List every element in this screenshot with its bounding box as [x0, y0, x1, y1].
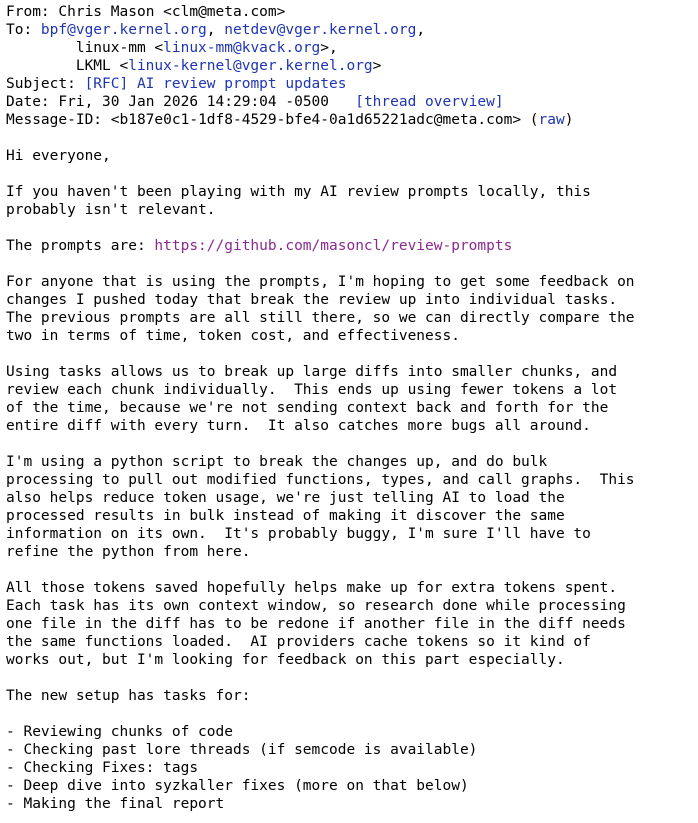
to-separator: , — [416, 22, 426, 38]
date-value: Fri, 30 Jan 2026 14:29:04 -0500 — [58, 94, 330, 110]
paragraph-3: Using tasks allows us to break up large diffs into smaller chunks, and review each chunk individually. This ends up using fewer tokens a lot of the time, because we're not sending context back and forth for the entire diff with every turn. It also catches more bugs all around. — [6, 364, 618, 434]
task-list-item: - Reviewing chunks of code — [6, 724, 233, 740]
to-link-bpf[interactable]: bpf@vger.kernel.org — [40, 22, 207, 38]
date-label: Date: — [6, 94, 59, 110]
raw-close-paren: ) — [564, 112, 574, 128]
to-link-netdev[interactable]: netdev@vger.kernel.org — [224, 22, 417, 38]
paragraph-4: I'm using a python script to break the changes up, and do bulk processing to pull out modified functions, types, and call graphs. This also helps reduce token usage, we're just telling AI to load the processed results in bulk instead of making it discover the same information on its own. It's probably buggy, I'm sure I'll have to refine the python from here. — [6, 454, 635, 560]
paragraph-1: If you haven't been playing with my AI review prompts locally, this probably isn't relevant. — [6, 184, 591, 218]
raw-open-paren: ( — [521, 112, 539, 128]
prompts-prefix: The prompts are: — [6, 238, 155, 254]
to-link-linux-mm[interactable]: linux-mm@kvack.org — [163, 40, 321, 56]
date-gap — [329, 94, 355, 110]
subject-link[interactable]: [RFC] AI review prompt updates — [84, 76, 347, 92]
message-id-value: <b187e0c1-1df8-4529-bfe4-0a1d65221adc@meta.com> — [110, 112, 522, 128]
prompts-repo-link[interactable]: https://github.com/masoncl/review-prompts — [154, 238, 513, 254]
from-label: From: — [6, 4, 59, 20]
to-separator: , — [206, 22, 225, 38]
to-linux-mm-suffix: >, — [320, 40, 338, 56]
to-lkml-suffix: > — [372, 58, 382, 74]
to-label: To: — [6, 22, 41, 38]
thread-overview-link[interactable]: [thread overview] — [355, 94, 504, 110]
raw-link[interactable]: raw — [538, 112, 565, 128]
paragraph-2: For anyone that is using the prompts, I'm hoping to get some feedback on changes I pushed today that break the review up into individual tasks. The previous prompts are all still there, so we can directly compare the two in terms of time, token cost, and effectiveness. — [6, 274, 635, 344]
from-value: Chris Mason <clm@meta.com> — [58, 4, 286, 20]
to-lkml-prefix: LKML < — [6, 58, 129, 74]
paragraph-5: All those tokens saved hopefully helps make up for extra tokens spent. Each task has its own context window, so research done while processing one file in the diff has to be redone if another file in the diff needs the same functions loaded. AI providers cache tokens so it kind of works out, but I'm looking for feedback on this part especially. — [6, 580, 626, 668]
greeting: Hi everyone, — [6, 148, 111, 164]
task-list-item: - Deep dive into syzkaller fixes (more on that below) — [6, 778, 469, 794]
message-id-label: Message-ID: — [6, 112, 111, 128]
task-list-item: - Making the final report — [6, 796, 225, 812]
task-list-item: - Checking past lore threads (if semcode is available) — [6, 742, 478, 758]
to-link-lkml[interactable]: linux-kernel@vger.kernel.org — [128, 58, 373, 74]
subject-label: Subject: — [6, 76, 85, 92]
tasks-intro: The new setup has tasks for: — [6, 688, 251, 704]
task-list-item: - Checking Fixes: tags — [6, 760, 199, 776]
to-linux-mm-prefix: linux-mm < — [6, 40, 164, 56]
